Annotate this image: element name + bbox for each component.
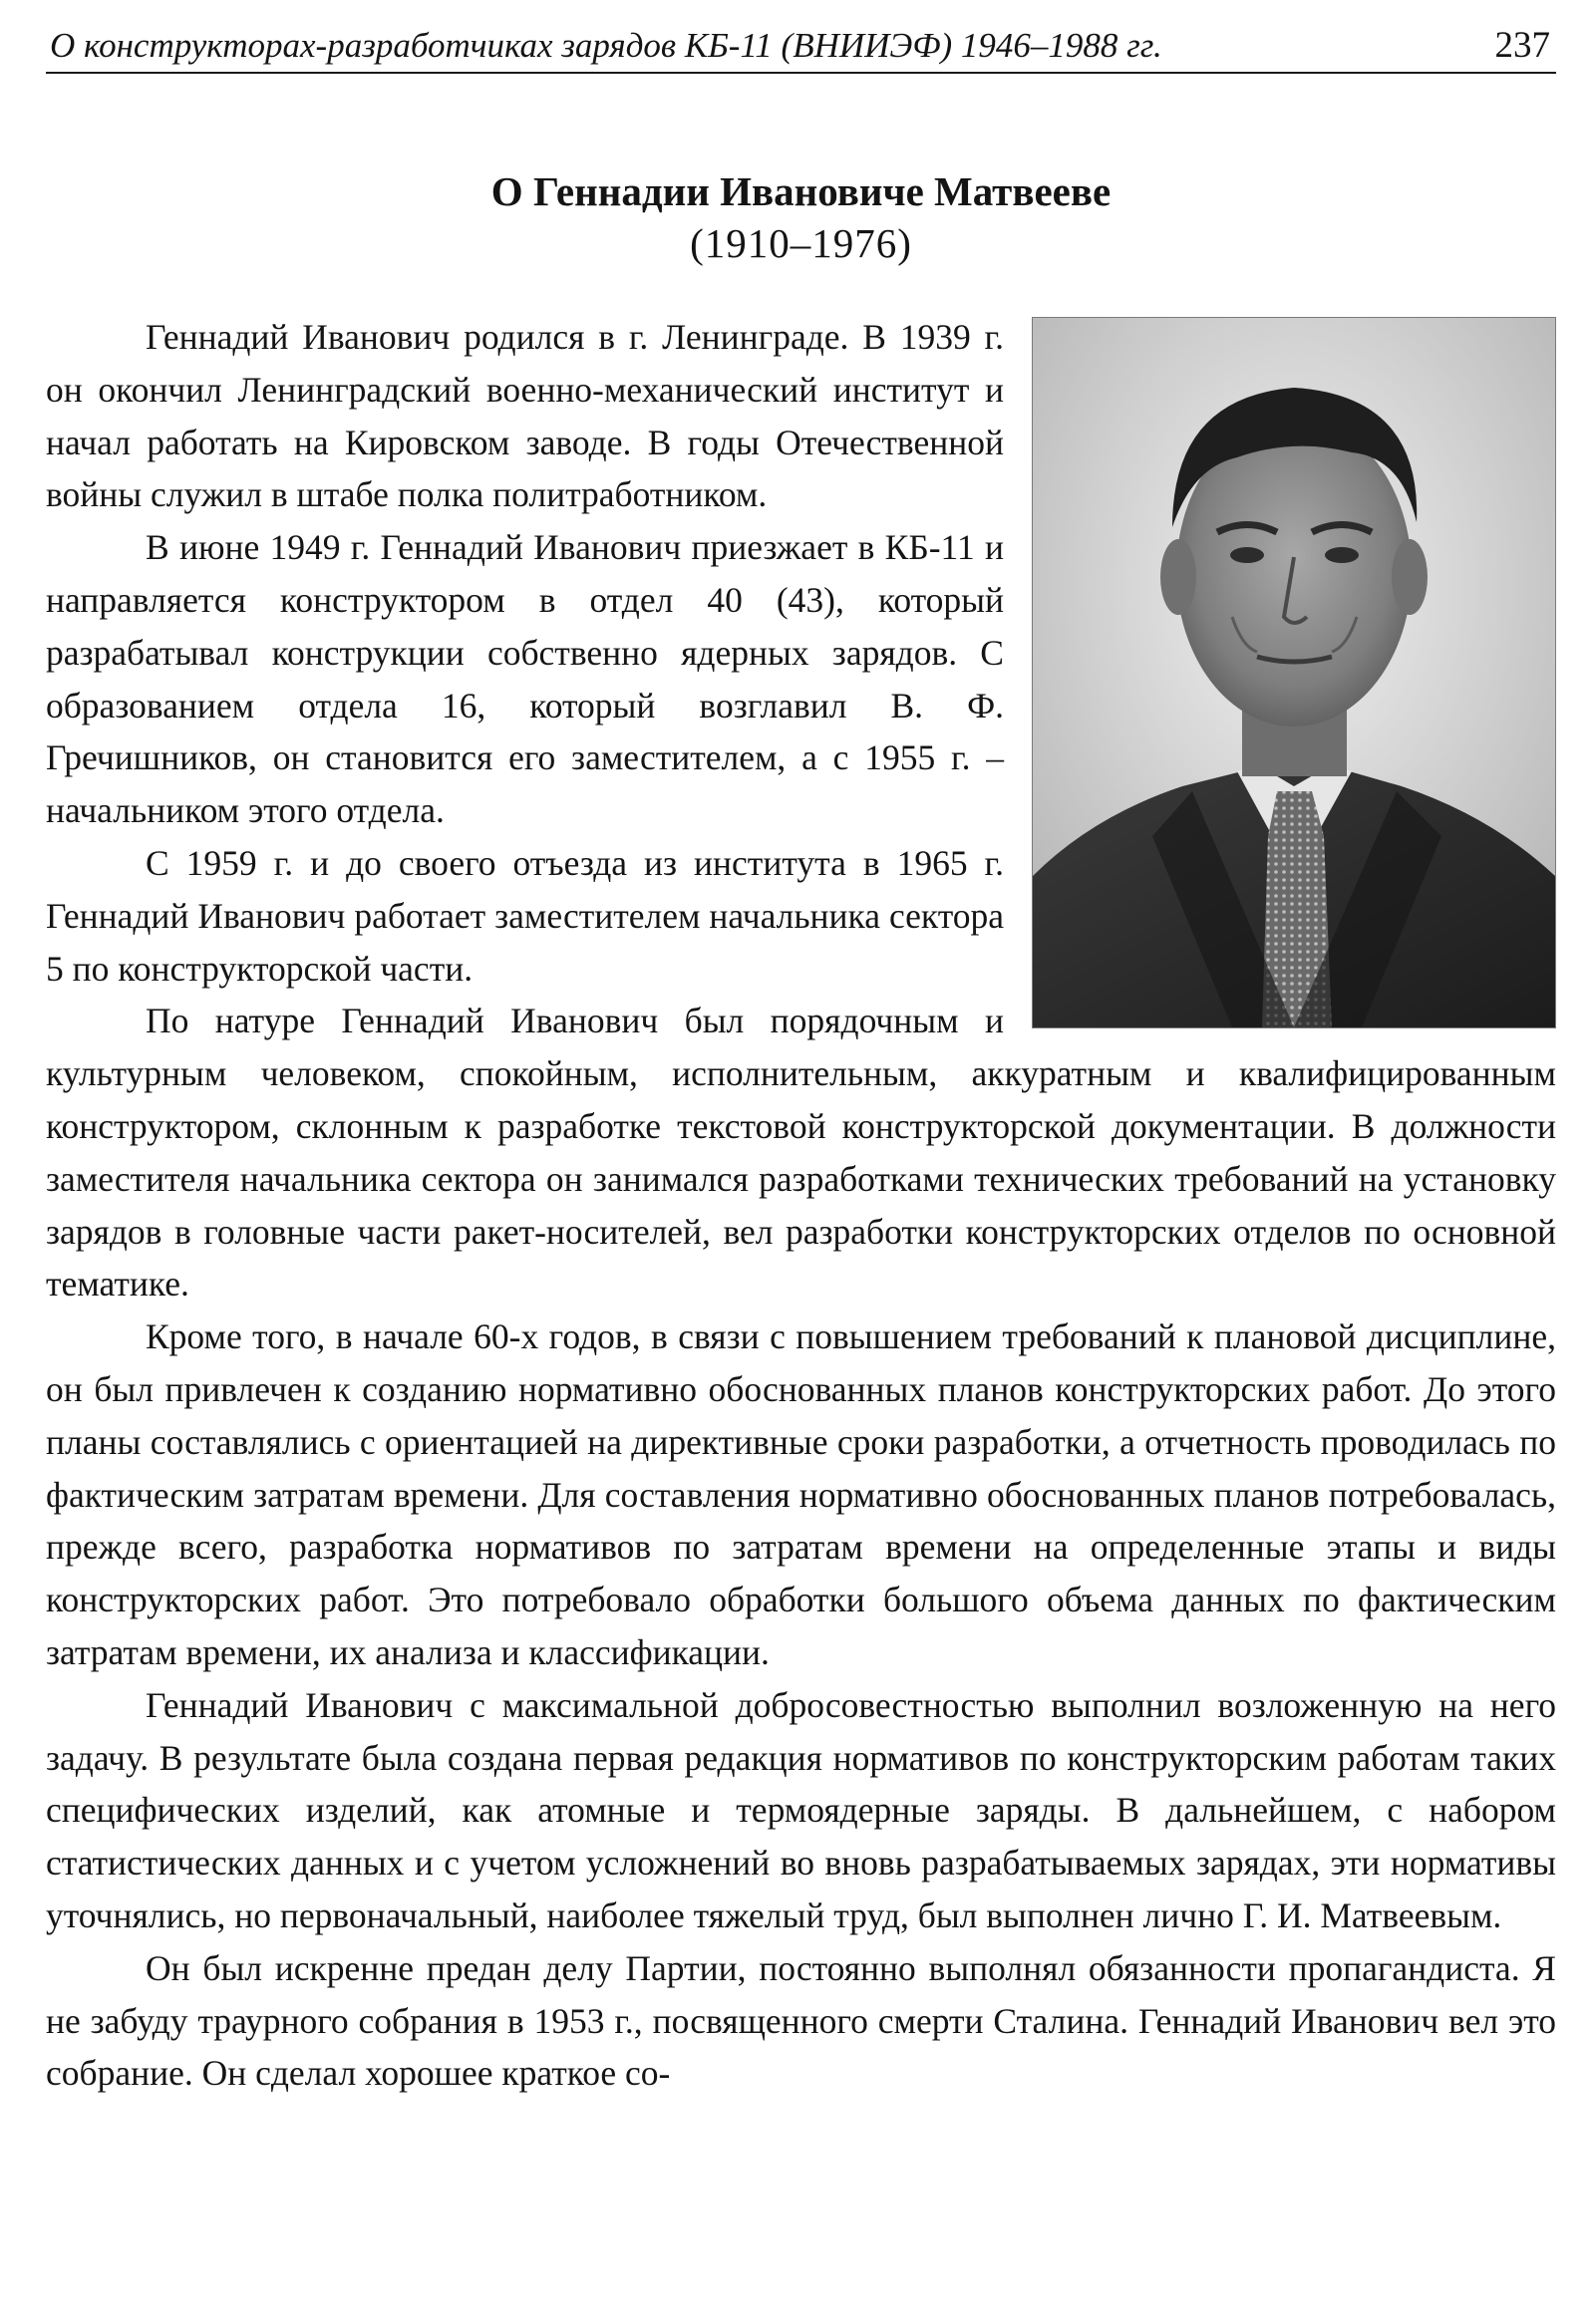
- paragraph-6: Геннадий Иванович с максимальной добросовестностью выполнил возложенную на него задачу. В результате была создана первая редакция нормативов по конструкторским работам таких специфических изделий, как атомные и термоядерные заряды. В дальнейшем, с набором статистических данных и с учетом усложнений во вновь разрабатываемых зарядах, эти нормативы уточнялись, но первоначальный, наиболее тяжелый труд, был выполнен лично Г. И. Матвеевым.: [46, 1684, 1556, 1935]
- running-title: О конструкторах-разработчиках зарядов КБ-11 (ВНИИЭФ) 1946–1988 гг.: [50, 26, 1162, 65]
- article-title: О Геннадии Ивановиче Матвееве: [490, 168, 1112, 214]
- paragraph-7: Он был искренне предан делу Партии, постоянно выполнял обязанности пропагандиста. Я не забуду траурного собрания в 1953 г., посвященного смерти Сталина. Геннадий Иванович вел это собрание. Он сделал хорошее краткое со-: [46, 1947, 1556, 2094]
- paragraph-1: Геннадий Иванович родился в г. Ленинграде. В 1939 г. он окончил Ленинградский военно-механический институт и начал работать на Кировском заводе. В годы Отечественной войны служил в штабе полка политработником.: [46, 317, 1004, 515]
- article-years: (1910–1976): [690, 220, 912, 266]
- portrait-photo: [1032, 317, 1556, 1028]
- book-page: [46, 24, 1556, 2100]
- paragraph-3: С 1959 г. и до своего отъезда из института в 1965 г. Геннадий Иванович работает заместителем начальника сектора 5 по конструкторской части.: [46, 842, 1004, 989]
- paragraph-4: По натуре Геннадий Иванович был порядочным и культурным человеком, спокойным, исполнительным, аккуратным и квалифицированным конструктором, склонным к разработке текстовой конструкторской документации. В должности заместителя начальника сектора он занимался разработками технических требований на установку зарядов в головные части ракет-носителей, вел разработки конструкторских отделов по основной тематике.: [46, 1001, 1556, 1305]
- article-body: [46, 311, 1556, 2100]
- portrait-photo-icon: [1033, 318, 1555, 1027]
- page-number: 237: [1494, 25, 1550, 66]
- paragraph-5: Кроме того, в начале 60-х годов, в связи с повышением требований к плановой дисциплине, он был привлечен к созданию нормативно обоснованных планов конструкторских работ. До этого планы составлялись с ориентацией на директивные сроки разработки, а отчетность проводилась по фактическим затратам времени. Для составления нормативно обоснованных планов потребовалась, прежде всего, разработка нормативов по затратам времени на определенные этапы и виды конструкторских работ. Это потребовало обработки большого объема данных по фактическим затратам времени, их анализа и классификации.: [46, 1316, 1556, 1672]
- running-header: [46, 24, 1556, 74]
- paragraph-2: В июне 1949 г. Геннадий Иванович приезжает в КБ-11 и направляется конструктором в отдел 40 (43), который разрабатывал конструкции собственно ядерных зарядов. С образованием отдела 16, который возглавил В. Ф. Гречишников, он становится его заместителем, а с 1955 г. – начальником этого отдела.: [46, 527, 1004, 831]
